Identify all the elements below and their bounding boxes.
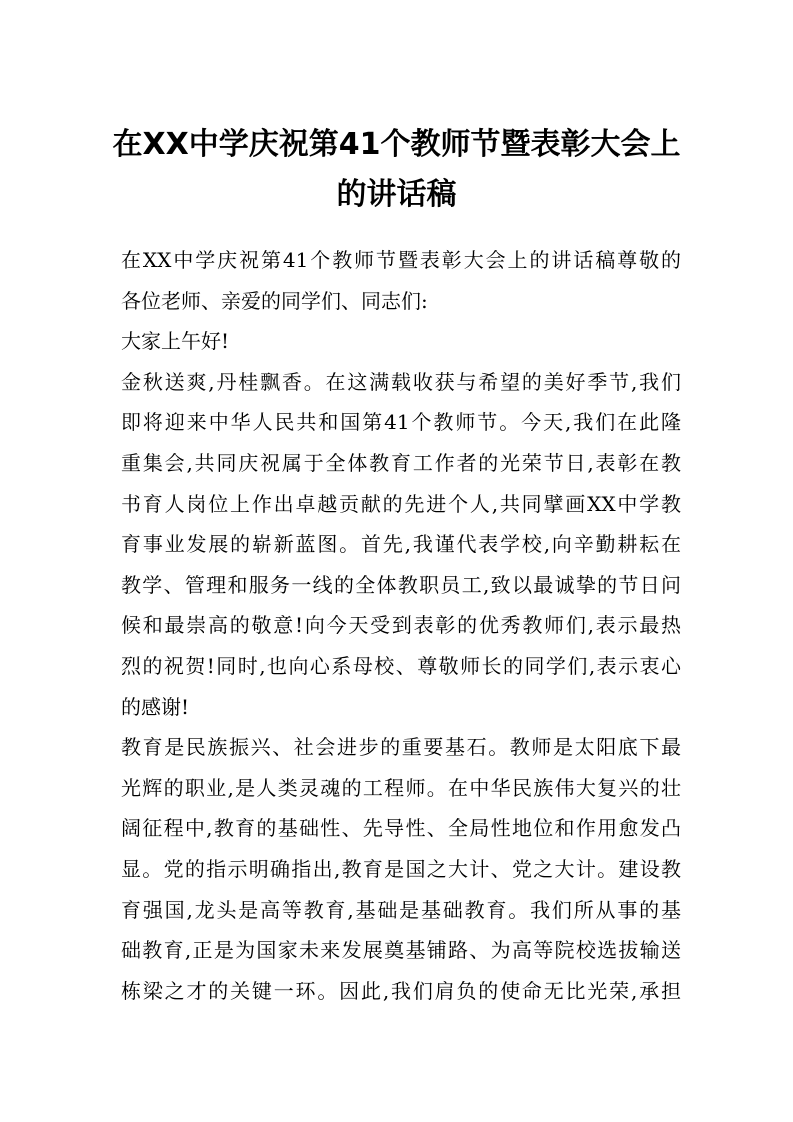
body-line: 烈的祝贺!同时,也向心系母校、尊敬师长的同学们,表示衷心 <box>121 653 681 678</box>
body-line: 候和最崇高的敬意!向今天受到表彰的优秀教师们,表示最热 <box>121 613 681 638</box>
body-line: 础教育,正是为国家未来发展奠基铺路、为高等院校选拔输送 <box>121 938 681 963</box>
body-line: 育事业发展的崭新蓝图。首先,我谨代表学校,向辛勤耕耘在 <box>121 532 681 557</box>
body-line: 重集会,共同庆祝属于全体教育工作者的光荣节日,表彰在教 <box>121 450 681 475</box>
body-line: 书育人岗位上作出卓越贡献的先进个人,共同擘画XX中学教 <box>121 491 681 516</box>
body-line: 阔征程中,教育的基础性、先导性、全局性地位和作用愈发凸 <box>121 816 681 841</box>
body-line: 各位老师、亲爱的同学们、同志们: <box>121 288 428 313</box>
body-line: 教育是民族振兴、社会进步的重要基石。教师是太阳底下最 <box>121 735 681 760</box>
document-title-line-1: 在XX中学庆祝第41个教师节暨表彰大会上 <box>112 127 681 162</box>
body-line: 教学、管理和服务一线的全体教职员工,致以最诚挚的节日问 <box>121 572 681 597</box>
body-line: 即将迎来中华人民共和国第41个教师节。今天,我们在此隆 <box>121 410 681 435</box>
body-line: 金秋送爽,丹桂飘香。在这满载收获与希望的美好季节,我们 <box>121 369 681 394</box>
document-body <box>121 240 681 1011</box>
body-line: 育强国,龙头是高等教育,基础是基础教育。我们所从事的基 <box>121 897 681 922</box>
body-line: 显。党的指示明确指出,教育是国之大计、党之大计。建设教 <box>121 856 681 881</box>
body-line: 在XX中学庆祝第41个教师节暨表彰大会上的讲话稿尊敬的 <box>121 248 681 272</box>
document-title-line-2: 的讲话稿 <box>336 177 457 212</box>
body-line: 大家上午好! <box>121 329 230 354</box>
body-line: 的感谢! <box>121 694 190 719</box>
body-line: 栋梁之才的关键一环。因此,我们肩负的使命无比光荣,承担 <box>121 978 681 1003</box>
body-line: 光辉的职业,是人类灵魂的工程师。在中华民族伟大复兴的壮 <box>121 775 681 800</box>
